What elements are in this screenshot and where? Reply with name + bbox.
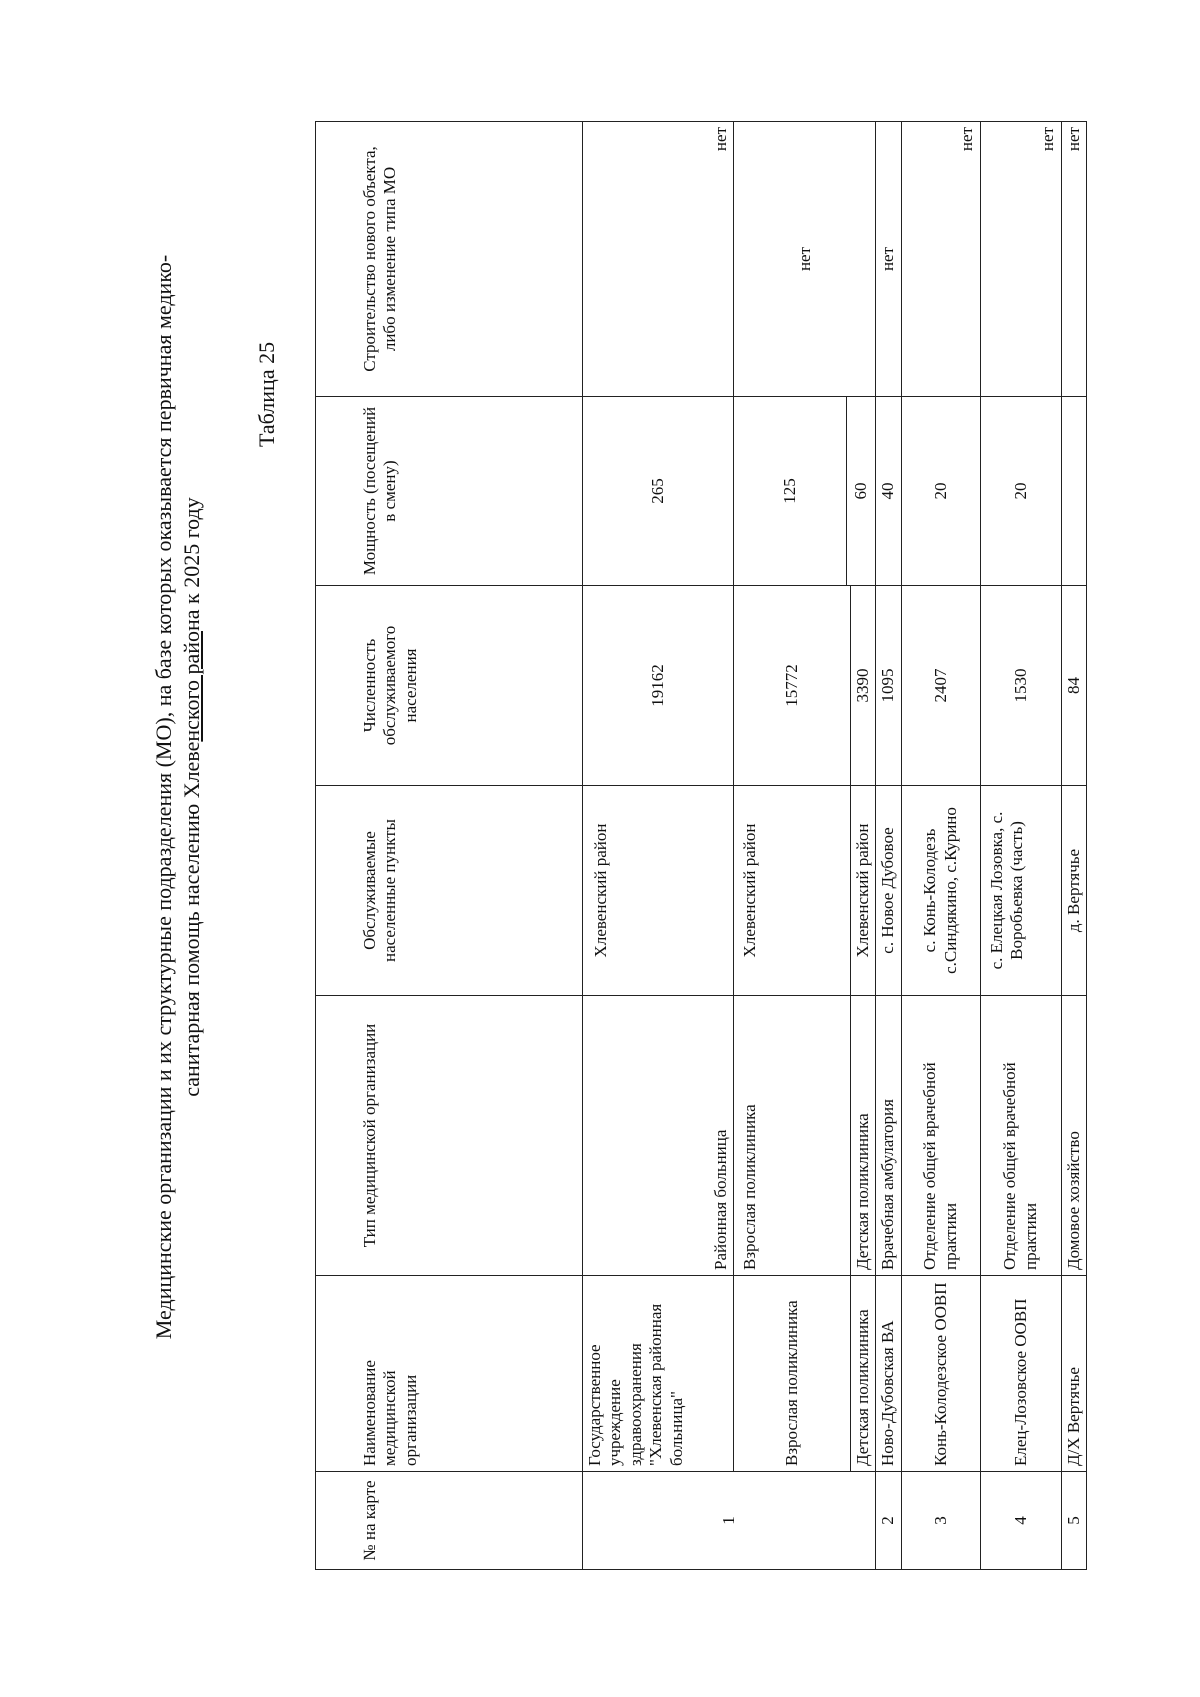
cell-points: с. Конь-Колодезь с.Синдякино, с.Курино [901, 786, 980, 996]
title-line-2-suffix: на к 2025 году [178, 497, 204, 632]
cell-construction: нет [1061, 122, 1086, 397]
title-line-2-prefix: санитарная помощь населению Хлеве [178, 741, 204, 1097]
cell-points: с. Новое Дубовое [876, 786, 901, 996]
table-row [734, 122, 847, 1570]
table-number: Таблица 25 [254, 341, 279, 447]
cell-points: Хлевенский район [734, 786, 851, 996]
header-capacity: Мощность (посещений в смену) [316, 397, 583, 586]
header-points: Обслуживаемые населенные пункты [316, 786, 583, 996]
cell-name: Детская поликлиника [851, 1276, 876, 1472]
cell-name: Ново-Дубовская ВА [876, 1276, 901, 1472]
cell-capacity: 40 [876, 397, 901, 586]
cell-name: Д/Х Вертячье [1061, 1276, 1086, 1472]
cell-construction: нет [876, 122, 901, 397]
cell-capacity: 20 [980, 397, 1061, 586]
cell-capacity: 60 [847, 397, 876, 586]
cell-population: 19162 [583, 586, 734, 786]
table-row [1061, 122, 1086, 1570]
cell-capacity: 20 [901, 397, 980, 586]
cell-name: Елец-Лозовское ООВП [980, 1276, 1061, 1472]
cell-points: Хлевенский район [583, 786, 734, 996]
title-line-1: Медицинские организации и их структурные подразделения (МО), на базе которых оказывается первичная медико- [151, 254, 176, 1340]
cell-num: 2 [876, 1472, 901, 1570]
cell-num: 1 [583, 1472, 876, 1570]
title-line-2-underlined: нского райо [178, 631, 204, 742]
cell-population: 2407 [901, 586, 980, 786]
table-row [980, 122, 1061, 1570]
cell-type: Отделение общей врачебной практики [980, 996, 1061, 1276]
cell-population: 15772 [734, 586, 851, 786]
header-type: Тип медицинской организации [316, 996, 583, 1276]
table-row [583, 122, 734, 1570]
header-num: № на карте [316, 1472, 583, 1570]
cell-capacity: 125 [734, 397, 847, 586]
cell-type: Врачебная амбулатория [876, 996, 901, 1276]
cell-points: д. Вертячье [1061, 786, 1086, 996]
cell-construction: нет [901, 122, 980, 397]
cell-population: 1095 [876, 586, 901, 786]
cell-construction: нет [583, 122, 734, 397]
title-line-2 [178, 97, 206, 1497]
mo-table [315, 121, 1087, 1570]
cell-construction: нет [980, 122, 1061, 397]
cell-population: 3390 [851, 586, 876, 786]
cell-points: с. Елецкая Лозовка, с. Воробьевка (часть) [980, 786, 1061, 996]
cell-population: 84 [1061, 586, 1086, 786]
cell-name: Взрослая поликлиника [734, 1276, 851, 1472]
cell-capacity: 265 [583, 397, 734, 586]
cell-population: 1530 [980, 586, 1061, 786]
cell-type: Детская поликлиника [851, 996, 876, 1276]
header-population: Численность обслуживаемого населения [316, 586, 583, 786]
header-name: Наименование медицинской организации [316, 1276, 583, 1472]
table-row [876, 122, 901, 1570]
cell-points: Хлевенский район [851, 786, 876, 996]
header-row [316, 122, 583, 1570]
header-construction: Строительство нового объекта, либо изменение типа МО [316, 122, 583, 397]
cell-construction: нет [734, 122, 876, 397]
cell-type: Взрослая поликлиника [734, 996, 851, 1276]
cell-name: Конь-Колодезское ООВП [901, 1276, 980, 1472]
document-title [150, 97, 205, 1497]
cell-type: Районная больница [583, 996, 734, 1276]
cell-type: Отделение общей врачебной практики [901, 996, 980, 1276]
cell-name: Государственное учреждение здравоохранения "Хлевенская районная больница" [583, 1276, 734, 1472]
table-row [901, 122, 980, 1570]
cell-num: 5 [1061, 1472, 1086, 1570]
cell-capacity [1061, 397, 1086, 586]
cell-num: 3 [901, 1472, 980, 1570]
cell-num: 4 [980, 1472, 1061, 1570]
cell-type: Домовое хозяйство [1061, 996, 1086, 1276]
